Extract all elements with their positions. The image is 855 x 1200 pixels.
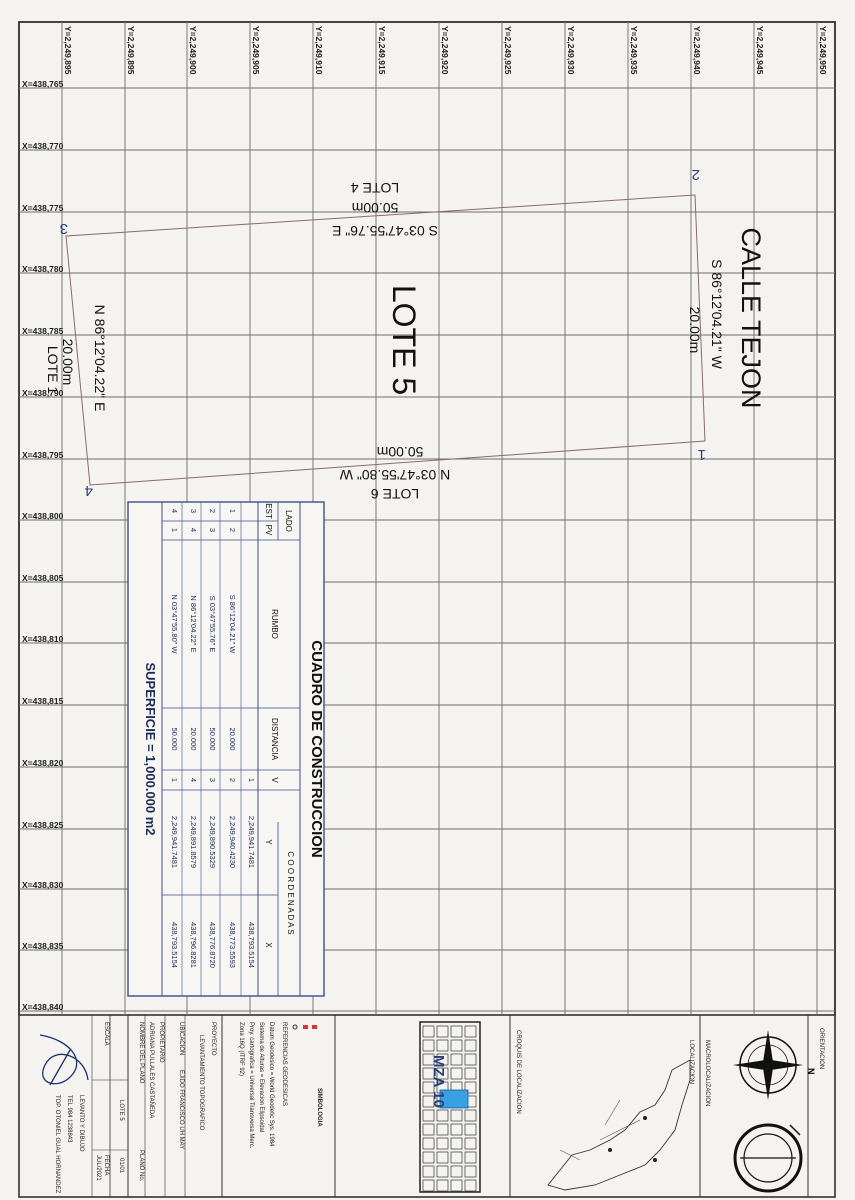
block-label: MZA 10 [430,1055,447,1108]
header-pv: PV [264,524,273,536]
croquis-label: CROQUIS DE LOCALIZACION [515,1030,521,1114]
y-grid-label: Y=2,249,910 [314,26,324,75]
table-cell-y: 2,249,890.5329 [208,815,217,869]
table-cell-rumbo: N 03°47'55.80" W [170,594,179,654]
x-grid-label: X=438,835 [22,941,64,951]
note-line-4: Zona 16Q (ITRF 92) [238,1022,244,1077]
table-cell-x: 438,793.5154 [170,922,179,968]
block-sketch [420,1022,480,1192]
header-distancia: DISTANCIA [270,717,279,761]
y-grid-label: Y=2,249,895 [126,26,136,75]
owner-value: ADRIANA PULLALES CASTAÑEDA [148,1022,154,1119]
orientation-label: ORIENTACION [818,1028,824,1070]
x-grid-label: X=438,820 [22,758,64,768]
surveyor-phone: TEL 984 1238843 [66,1095,72,1143]
x-grid-label: X=438,795 [22,450,64,460]
vertex-3: 3 [59,220,68,237]
superficie: SUPERFICIE = 1,000.000 m2 [143,662,158,836]
bearing-3-4: N 86°12'04.22" E [92,304,108,412]
table-cell-x: 438,773.5593 [228,922,237,968]
x-grid-label: X=438,810 [22,634,64,644]
y-grid-label: Y=2,249,905 [251,26,261,75]
symbol-red-icon [312,1025,317,1029]
neighbor-4-1: LOTE 6 [370,486,420,502]
note-line-3: Proy. cartografica = Universal Transversa Merc. [248,1022,254,1149]
plan-name-value: LOTE 5 [118,1100,124,1121]
table-cell-v: 2 [228,777,237,783]
y-grid-label: Y=2,249,915 [377,26,387,75]
header-x: X [264,942,273,948]
project-label: PROYECTO [210,1022,216,1056]
table-cell-est: 4 [170,508,179,514]
table-cell-x: 438,776.8720 [208,922,217,968]
surveyor-label: LEVANTO Y DIBUJO [78,1095,84,1152]
table-cell-pv: 4 [189,527,198,533]
note-line-2: Sistema de Alturas = Elevacion Elipsoidal [258,1022,264,1133]
region-map-icon [548,1060,690,1190]
date-value: JUL/2021 [95,1155,101,1181]
table-cell-dist: 50.000 [170,727,179,751]
lot-title: LOTE 5 [386,284,422,396]
north-arrow-circle-icon [735,1125,801,1191]
y-grid-label: Y=2,249,940 [692,26,702,75]
compass-rose-icon [733,1030,816,1100]
symbol-red-2-icon [303,1025,308,1029]
neighbor-2-3: LOTE 4 [350,180,400,196]
symbol-vertex-icon [293,1025,297,1029]
notes-title: REFERENCIAS GEODESICAS [281,1022,287,1107]
x-grid-label: X=438,775 [22,203,64,213]
location-field-label: UBICACION [178,1022,184,1056]
table-cell-est: 2 [208,508,217,514]
y-grid-label: Y=2,249,895 [63,26,73,75]
header-y: Y [264,839,273,845]
table-cell-dist: 20.000 [189,727,198,751]
table-cell-x: 438,793.5154 [247,922,256,968]
table-cell-v: 1 [170,777,179,783]
table-cell-x: 438,796.8281 [189,922,198,968]
x-grid-label: X=438,815 [22,696,64,706]
table-cell-rumbo: S 86°12'04.21" W [228,594,237,654]
x-grid-label: X=438,770 [22,141,64,151]
table-title: CUADRO DE CONSTRUCCION [308,640,325,858]
x-grid-label: X=438,840 [22,1002,64,1012]
title-block [40,1015,824,1197]
table-cell-y: 2,249,891.8579 [189,815,198,869]
y-grid-label: Y=2,249,935 [629,26,639,75]
project-value: LEVANTAMIENTO TOPOGRAFICO [198,1035,204,1131]
table-cell-pv: 1 [170,527,179,533]
x-grid-label: X=438,805 [22,573,64,583]
x-grid-label: X=438,800 [22,511,64,521]
header-est: EST [264,503,273,519]
x-grid-label: X=438,830 [22,880,64,890]
header-coordenadas: C O O R D E N A D A S [286,851,295,935]
north-letter: N [806,1068,816,1075]
x-grid-label: X=438,765 [22,79,64,89]
vertex-1: 1 [697,446,706,463]
header-rumbo: RUMBO [270,609,279,639]
table-cell-y: 2,249,941.7481 [247,815,256,869]
x-grid-label: X=438,790 [22,388,64,398]
table-cell-pv: 3 [208,527,217,533]
table-cell-v: 3 [208,777,217,783]
table-cell-dist: 50.000 [208,727,217,751]
table-cell-v: 1 [247,777,256,783]
street-name: CALLE TEJON [736,227,766,409]
x-grid-label: X=438,780 [22,264,64,274]
table-cell-y: 2,249,941.7481 [170,815,179,869]
bearing-2-3: S 03°47'55.76" E [332,223,438,239]
table-cell-rumbo: N 86°12'04.22" E [189,595,198,653]
bearing-4-1: N 03°47'55.80" W [339,467,451,483]
macrolocation-label: MACROLOCALIZACION [704,1040,710,1107]
scale-label: ESCALA [103,1022,109,1046]
bearing-1-2: S 86°12'04.21" W [709,259,725,369]
surveyor-name: TOP. OTONIEL GUAL HORNANDEZ [54,1095,60,1194]
construction-table [128,502,325,996]
table-cell-est: 1 [228,508,237,514]
location-value: EJIDO FRANCISCO UH MAY [178,1070,184,1150]
x-grid-label: X=438,825 [22,820,64,830]
y-grid-label: Y=2,249,925 [503,26,513,75]
location-label: LOCALIZACION [688,1040,694,1085]
table-cell-y: 2,249,940.4230 [228,815,237,869]
plan-number-label: PLANO No. [138,1150,144,1182]
y-grid-label: Y=2,249,930 [566,26,576,75]
table-cell-dist: 20.000 [228,727,237,751]
signature-image [40,1035,88,1085]
distance-4-1: 50.00m [376,444,424,460]
note-line-1: Datum Geodesico = World Geodetic Sys. 1984 [268,1022,274,1147]
y-grid-label: Y=2,249,945 [755,26,765,75]
plan-name-label: NOMBRE DEL PLANO [138,1022,144,1084]
x-grid-label: X=438,785 [22,326,64,336]
y-grid-label: Y=2,249,920 [440,26,450,75]
symbology-label: SIMBOLOGIA [316,1088,322,1127]
distance-2-3: 50.00m [351,200,399,216]
vertex-2: 2 [691,166,700,183]
y-grid-label: Y=2,249,900 [188,26,198,75]
neighbor-3-4: LOTE 1 [45,345,61,395]
owner-label: PROPIETARIO [158,1022,164,1063]
header-v: V [270,777,279,783]
table-cell-v: 4 [189,777,198,783]
table-cell-est: 3 [189,508,198,514]
table-cell-pv: 2 [228,527,237,533]
plan-number-value: 01/01 [118,1158,124,1174]
distance-1-2: 20.00m [687,306,703,354]
date-label: FECHA [103,1155,109,1176]
y-grid-label: Y=2,249,950 [818,26,828,75]
distance-3-4: 20.00m [60,338,76,386]
table-cell-rumbo: S 03°47'55.76" E [208,595,217,653]
header-lado: LADO [284,510,293,532]
vertex-4: 4 [84,482,93,499]
